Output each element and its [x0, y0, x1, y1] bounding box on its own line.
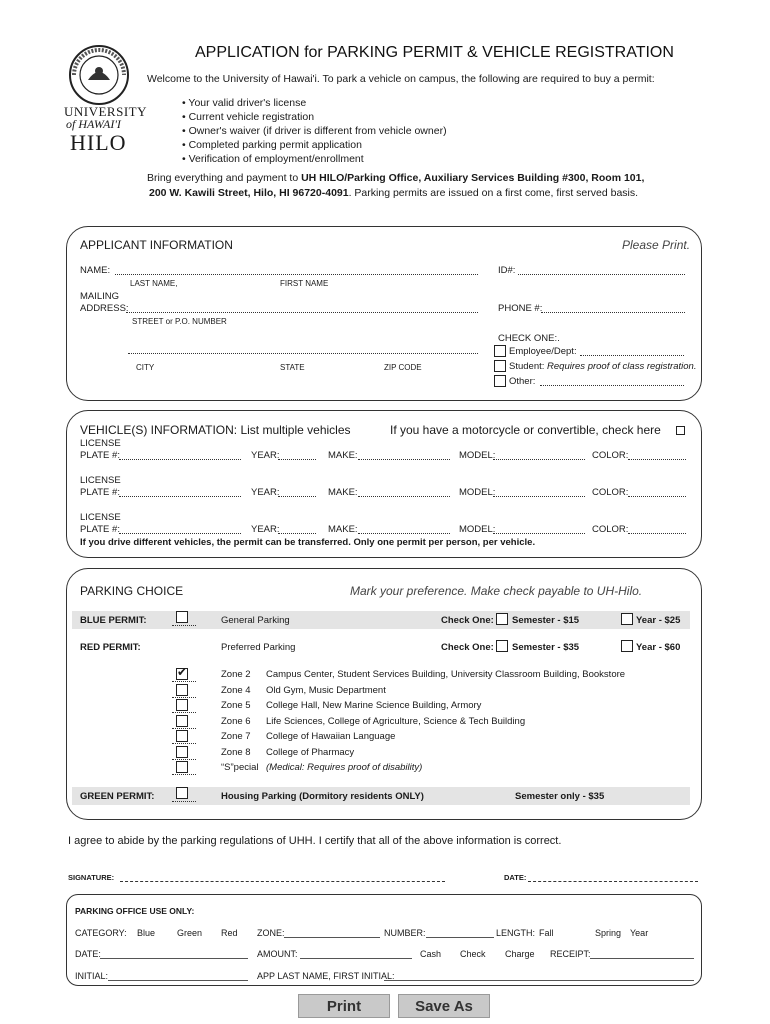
general-parking: General Parking [221, 615, 290, 626]
zone-label: Zone 8 [221, 746, 251, 758]
blue-semester-label: Semester - $15 [512, 615, 580, 626]
category-red: Red [221, 928, 238, 938]
employee-checkbox[interactable] [494, 345, 506, 357]
agreement-date-label: DATE: [504, 873, 527, 882]
zone-dots [172, 728, 196, 729]
check-mark-icon: ✔ [177, 665, 188, 679]
state-hint: STATE [280, 363, 305, 372]
student-checkbox[interactable] [494, 360, 506, 372]
zone-description: Campus Center, Student Services Building, University Classroom Building, Bookstore [266, 669, 626, 680]
list-item: • Your valid driver's license [182, 97, 307, 109]
logo-of-hawaii: of HAWAI'I [66, 117, 121, 131]
vehicle-model-label: MODEL: [459, 524, 496, 535]
vehicles-heading: VEHICLE(S) INFORMATION: List multiple vehicles [80, 423, 351, 437]
list-item: • Current vehicle registration [182, 111, 315, 123]
green-permit-checkbox[interactable] [176, 787, 188, 799]
office-date-label: DATE: [75, 949, 101, 959]
office-receipt-field[interactable] [590, 958, 694, 959]
preferred-parking: Preferred Parking [221, 642, 296, 653]
category-label: CATEGORY: [75, 928, 127, 938]
blue-band [72, 611, 690, 629]
office-zone-field[interactable] [284, 937, 380, 938]
red-permit-label: RED PERMIT: [80, 642, 141, 653]
office-receipt-label: RECEIPT: [550, 949, 591, 959]
office-amount-label: AMOUNT: [257, 949, 298, 959]
vehicle-model-label: MODEL: [459, 450, 496, 461]
office-amount-field[interactable] [300, 958, 412, 959]
vehicle-plate-label: PLATE #: [80, 524, 120, 535]
id-field[interactable] [518, 274, 685, 275]
requirements-list [182, 96, 447, 166]
vehicle-model-label: MODEL: [459, 487, 496, 498]
red-year-checkbox[interactable] [621, 640, 633, 652]
parking-heading: PARKING CHOICE [80, 584, 184, 598]
employee-dept-field[interactable] [580, 355, 684, 356]
zone-checkbox[interactable] [176, 761, 188, 773]
phone-label: PHONE #: [498, 303, 543, 314]
vehicle-plate-label: PLATE #: [80, 450, 120, 461]
vehicle-color-label: COLOR: [592, 487, 629, 498]
list-item: • Verification of employment/enrollment [182, 153, 364, 165]
address-field[interactable] [126, 312, 478, 313]
welcome-text: Welcome to the University of Hawai'i. To park a vehicle on campus, the following are required to buy a permit: [147, 73, 655, 85]
zone-label: Zone 7 [221, 731, 251, 742]
name-field[interactable] [115, 274, 478, 275]
last-name-hint: LAST NAME, [130, 279, 178, 288]
zone-label: Zone 4 [221, 684, 251, 696]
phone-field[interactable] [541, 312, 685, 313]
zone-description: (Medical: Requires proof of disability) [266, 762, 423, 773]
office-cash: Cash [420, 949, 442, 959]
university-seal [68, 44, 130, 106]
vehicle-year-field[interactable] [278, 533, 316, 534]
zone-description: College of Hawaiian Language [266, 731, 396, 742]
office-spring: Spring [595, 928, 622, 938]
motorcycle-text: If you have a motorcycle or convertible, check here [390, 423, 661, 437]
city-field[interactable] [128, 353, 478, 354]
vehicle-year-label: YEAR: [251, 450, 280, 461]
vehicle-model-field[interactable] [493, 533, 585, 534]
red-year-label: Year - $60 [636, 642, 681, 653]
logo-university: UNIVERSITY [64, 104, 147, 119]
vehicle-plate-field[interactable] [119, 533, 241, 534]
red-check-one: Check One: [441, 642, 494, 653]
zone-dots [172, 697, 196, 698]
zone-description: College of Pharmacy [266, 746, 355, 758]
vehicle-make-label: MAKE: [328, 524, 358, 535]
applicant-section [66, 226, 702, 401]
motorcycle-checkbox[interactable] [676, 426, 685, 435]
zone-checkbox[interactable] [176, 684, 188, 696]
zone-description: Old Gym, Music Department [266, 684, 386, 696]
signature-field[interactable] [120, 881, 445, 882]
first-name-hint: FIRST NAME [280, 279, 329, 288]
blue-check-one: Check One: [441, 615, 494, 626]
zone-checkbox[interactable] [176, 699, 188, 711]
vehicle-make-field[interactable] [358, 496, 450, 497]
id-label: ID#: [498, 265, 516, 276]
vehicle-year-label: YEAR: [251, 524, 280, 535]
name-label: NAME: [80, 265, 111, 276]
vehicle-plate-label: PLATE #: [80, 487, 120, 498]
please-print: Please Print. [622, 238, 691, 252]
red-semester-checkbox[interactable] [496, 640, 508, 652]
vehicle-color-field[interactable] [628, 533, 686, 534]
zone-label: Zone 2 [221, 669, 251, 680]
blue-semester-checkbox[interactable] [496, 613, 508, 625]
office-app-name-label: APP LAST NAME, FIRST INITIAL: [257, 971, 395, 981]
blue-year-label: Year - $25 [636, 615, 681, 626]
vehicle-license-label: LICENSE [80, 512, 121, 523]
vehicle-year-field[interactable] [278, 459, 316, 460]
office-initial-label: INITIAL: [75, 971, 109, 981]
student-label: Student: Requires proof of class registration. [509, 361, 697, 372]
bring-text: Bring everything and payment to UH HILO/Parking Office, Auxiliary Services Building #300, Room 101, 200 W. Kawili Street, Hilo, HI 96720-4091. Parking permits are issued on a first come, first served basis. [147, 172, 645, 199]
vehicle-year-label: YEAR: [251, 487, 280, 498]
blue-dots [172, 625, 196, 626]
city-hint: CITY [136, 363, 155, 372]
office-initial-field[interactable] [108, 980, 248, 981]
vehicle-make-field[interactable] [358, 533, 450, 534]
blue-permit-label: BLUE PERMIT: [80, 615, 147, 626]
office-number-label: NUMBER: [384, 928, 426, 938]
vehicle-note: If you drive different vehicles, the permit can be transferred. Only one permit per person, per vehicle. [80, 537, 536, 548]
list-item: • Completed parking permit application [182, 139, 362, 151]
zone-checkbox[interactable] [176, 730, 188, 742]
office-check: Check [460, 949, 486, 959]
other-checkbox[interactable] [494, 375, 506, 387]
vehicle-model-field[interactable] [493, 459, 585, 460]
red-semester-label: Semester - $35 [512, 642, 580, 653]
vehicle-plate-field[interactable] [119, 496, 241, 497]
housing-parking: Housing Parking (Dormitory residents ONLY) [221, 791, 424, 802]
zone-checkbox[interactable] [176, 715, 188, 727]
zone-description: Life Sciences, College of Agriculture, Science & Tech Building [266, 715, 526, 727]
vehicle-make-label: MAKE: [328, 450, 358, 461]
logo-hilo: HILO [70, 130, 127, 155]
zone-dots [172, 759, 196, 760]
zip-hint: ZIP CODE [384, 363, 422, 372]
list-item: • Owner's waiver (if driver is different from vehicle owner) [182, 125, 447, 137]
office-zone-label: ZONE: [257, 928, 285, 938]
office-number-field[interactable] [426, 937, 494, 938]
agreement-date-field[interactable] [528, 881, 698, 882]
zone-description: College Hall, New Marine Science Building, Armory [266, 700, 482, 711]
other-field[interactable] [540, 385, 684, 386]
employee-label: Employee/Dept: [509, 346, 577, 357]
blue-permit-checkbox[interactable] [176, 611, 188, 623]
zone-label: “S”pecial [221, 762, 259, 773]
vehicle-year-field[interactable] [278, 496, 316, 497]
check-one-label: CHECK ONE:. [498, 333, 560, 344]
office-year: Year [630, 928, 649, 938]
vehicle-color-field[interactable] [628, 459, 686, 460]
vehicle-color-label: COLOR: [592, 450, 629, 461]
category-green: Green [177, 928, 203, 938]
mailing-label: MAILING [80, 291, 120, 302]
applicant-heading: APPLICANT INFORMATION [80, 238, 233, 252]
green-dots [172, 801, 196, 802]
green-semester-label: Semester only - $35 [515, 791, 605, 802]
zone-label: Zone 5 [221, 700, 251, 711]
save-as-button[interactable]: Save As [398, 994, 490, 1018]
zone-label: Zone 6 [221, 715, 251, 727]
vehicle-make-field[interactable] [358, 459, 450, 460]
zone-dots [172, 681, 196, 682]
print-button[interactable]: Print [298, 994, 390, 1018]
zone-dots [172, 774, 196, 775]
vehicle-color-field[interactable] [628, 496, 686, 497]
office-date-field[interactable] [100, 958, 248, 959]
office-app-name-field[interactable] [384, 980, 694, 981]
blue-year-checkbox[interactable] [621, 613, 633, 625]
category-blue: Blue [137, 928, 156, 938]
vehicle-plate-field[interactable] [119, 459, 241, 460]
agreement-text: I agree to abide by the parking regulations of UHH. I certify that all of the above information is correct. [68, 835, 562, 847]
other-label: Other: [509, 376, 536, 387]
street-hint: STREET or P.O. NUMBER [132, 317, 227, 326]
zone-checkbox[interactable] [176, 665, 188, 680]
vehicle-make-label: MAKE: [328, 487, 358, 498]
page-title: APPLICATION for PARKING PERMIT & VEHICLE REGISTRATION [195, 44, 674, 61]
zone-dots [172, 712, 196, 713]
vehicle-model-field[interactable] [493, 496, 585, 497]
office-charge: Charge [505, 949, 535, 959]
vehicle-color-label: COLOR: [592, 524, 629, 535]
zone-dots [172, 743, 196, 744]
office-heading: PARKING OFFICE USE ONLY: [75, 906, 195, 916]
address-label: ADDRESS: [80, 303, 129, 314]
office-fall: Fall [539, 928, 554, 938]
mark-preference: Mark your preference. Make check payable to UH-Hilo. [350, 584, 643, 598]
vehicle-license-label: LICENSE [80, 438, 121, 449]
zone-checkbox[interactable] [176, 746, 188, 758]
office-length-label: LENGTH: [496, 928, 536, 938]
signature-label: SIGNATURE: [68, 873, 115, 882]
vehicle-license-label: LICENSE [80, 475, 121, 486]
green-permit-label: GREEN PERMIT: [80, 791, 155, 802]
